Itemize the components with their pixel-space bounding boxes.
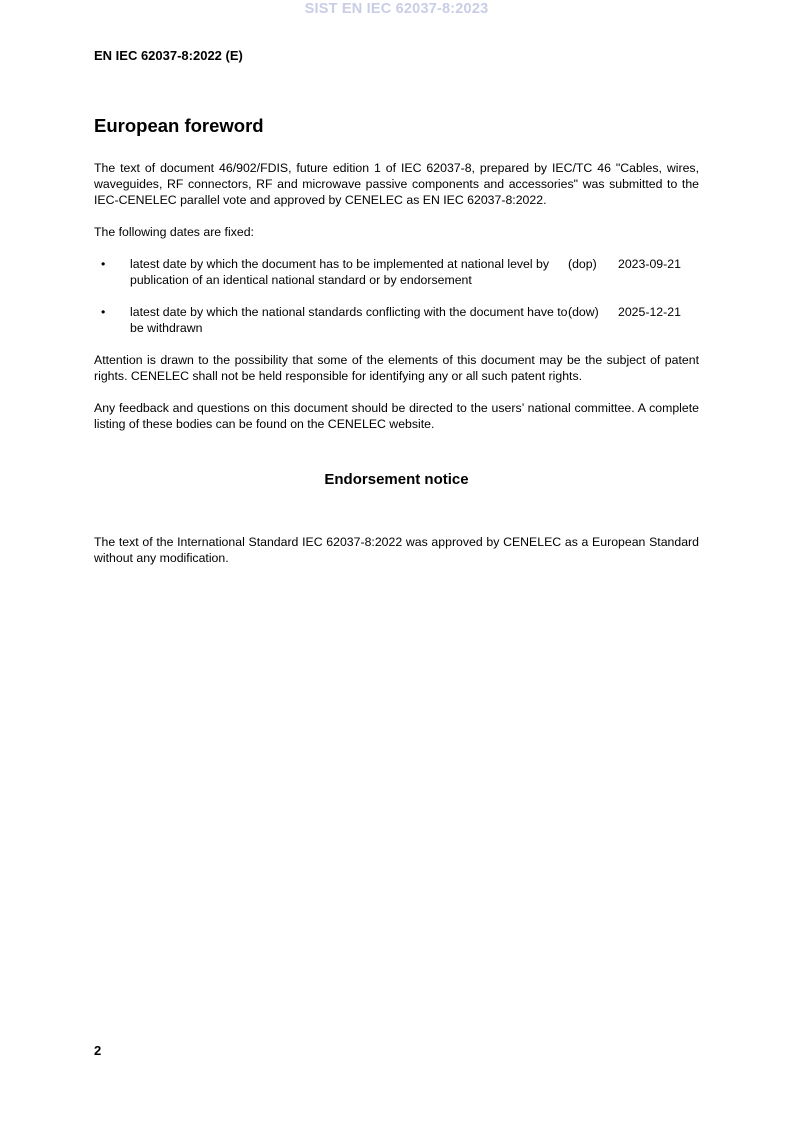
patent-notice: Attention is drawn to the possibility that some of the elements of this document may be the subject of patent rights. CENELEC shall not be held responsible for identifying any or all such patent rights.	[94, 353, 699, 383]
feedback-notice: Any feedback and questions on this document should be directed to the users’ national committee. A complete listing of these bodies can be found on the CENELEC website.	[94, 401, 699, 431]
date-value: 2025-12-21	[618, 305, 681, 319]
bullet-icon: •	[101, 305, 106, 319]
date-item-dop	[94, 256, 699, 288]
date-description: latest date by which the document has to be implemented at national level by publication of an identical national standard or by endorsement	[130, 257, 550, 287]
dates-list	[94, 256, 699, 336]
date-item-dow	[94, 304, 699, 336]
endorsement-text: The text of the International Standard IEC 62037-8:2022 was approved by CENELEC as a European Standard without any modification.	[94, 535, 699, 565]
watermark: SIST EN IEC 62037-8:2023	[304, 1, 489, 17]
foreword-intro: The text of document 46/902/FDIS, future edition 1 of IEC 62037-8, prepared by IEC/TC 46 "Cables, wires, waveguides, RF connectors, RF and microwave passive components and accessories" was submitted to the IEC-CENELEC parallel vote and approved by CENELEC as EN IEC 62037-8:2022.	[94, 161, 699, 207]
date-description: latest date by which the national standards conflicting with the document have to be withdrawn	[130, 305, 568, 335]
page-content	[94, 114, 699, 582]
document-id: EN IEC 62037-8:2022 (E)	[94, 48, 243, 63]
date-code: (dop)	[568, 257, 597, 271]
endorsement-title: Endorsement notice	[324, 471, 469, 488]
page-number: 2	[94, 1043, 102, 1058]
dates-intro: The following dates are fixed:	[94, 225, 254, 239]
bullet-icon: •	[101, 257, 106, 271]
date-value: 2023-09-21	[618, 257, 681, 271]
foreword-title: European foreword	[94, 115, 264, 136]
date-code: (dow)	[568, 305, 599, 319]
